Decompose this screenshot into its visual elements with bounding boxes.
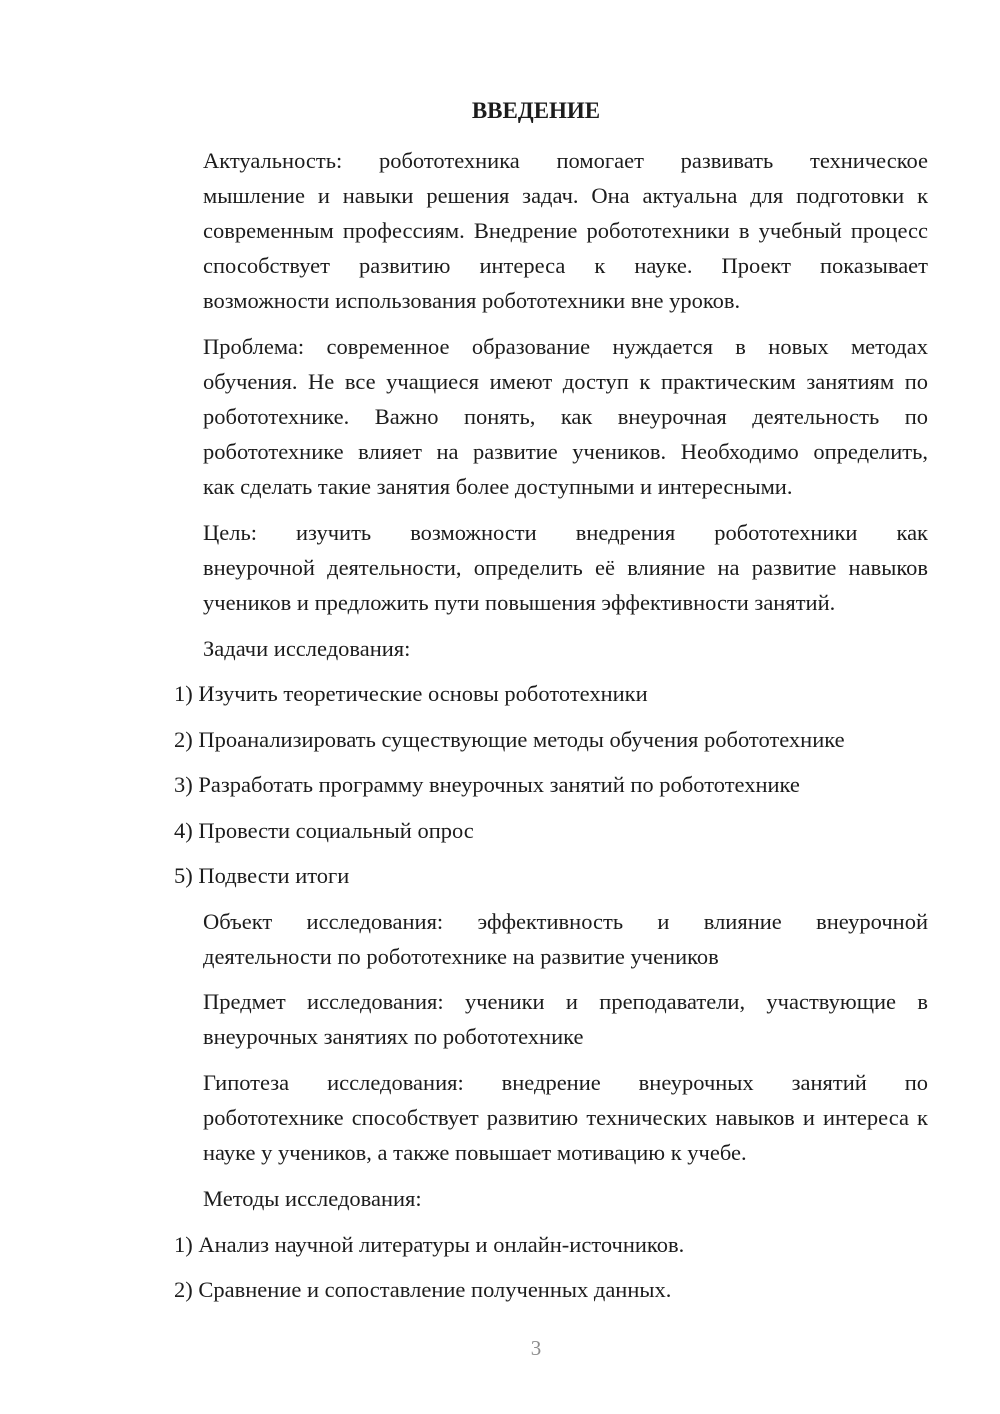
text-line: как сделать такие занятия более доступными и интересными. [203,474,793,499]
text-line: обучения. Не все учащиеся имеют доступ к практическим занятиям по [203,369,928,394]
text-line: способствует развитию интереса к науке. Проект показывает [203,253,928,278]
task-item: 3) Разработать программу внеурочных занятий по робототехнике [174,772,800,797]
text-line: Объект исследования: эффективность и влияние внеурочной [203,909,928,934]
methods-title [144,1181,928,1216]
subject-paragraph [144,984,928,1054]
text-line: мышление и навыки решения задач. Она актуальна для подготовки к [203,183,928,208]
object-paragraph [144,904,928,974]
text-line: современным профессиям. Внедрение робототехники в учебный процесс [203,218,928,243]
hypothesis-paragraph [144,1065,928,1170]
text-line: Методы исследования: [203,1186,422,1211]
task-item: 2) Проанализировать существующие методы обучения робототехнике [174,727,845,752]
text-line: робототехнике влияет на развитие учеников. Необходимо определить, [203,439,928,464]
method-item: 2) Сравнение и сопоставление полученных данных. [174,1277,672,1302]
task-item: 1) Изучить теоретические основы робототехники [174,681,648,706]
text-line: робототехнике способствует развитию технических навыков и интереса к [203,1105,928,1130]
text-line: Актуальность: робототехника помогает развивать техническое [203,148,928,173]
text-line: Предмет исследования: ученики и преподаватели, участвующие в [203,989,928,1014]
text-line: Гипотеза исследования: внедрение внеурочных занятий по [203,1070,928,1095]
text-line: науке у учеников, а также повышает мотивацию к учебе. [203,1140,747,1165]
text-line: Проблема: современное образование нуждается в новых методах [203,334,928,359]
text-line: Цель: изучить возможности внедрения робототехники как [203,520,928,545]
text-line: внеурочных занятиях по робототехнике [203,1024,584,1049]
method-item: 1) Анализ научной литературы и онлайн-источников. [174,1232,685,1257]
tasks-title [144,631,928,666]
text-line: деятельности по робототехнике на развитие учеников [203,944,719,969]
page-number: 3 [530,1336,542,1360]
text-line: учеников и предложить пути повышения эффективности занятий. [203,590,836,615]
task-item: 4) Провести социальный опрос [174,818,474,843]
relevance-paragraph [144,143,928,318]
problem-paragraph [144,329,928,504]
text-line: внеурочной деятельности, определить её влияние на развитие навыков [203,555,928,580]
goal-paragraph [144,515,928,620]
text-line: возможности использования робототехники вне уроков. [203,288,741,313]
section-heading: ВВЕДЕНИЕ [471,98,601,123]
text-line: Задачи исследования: [203,636,411,661]
task-item: 5) Подвести итоги [174,863,350,888]
text-line: робототехнике. Важно понять, как внеурочная деятельность по [203,404,928,429]
